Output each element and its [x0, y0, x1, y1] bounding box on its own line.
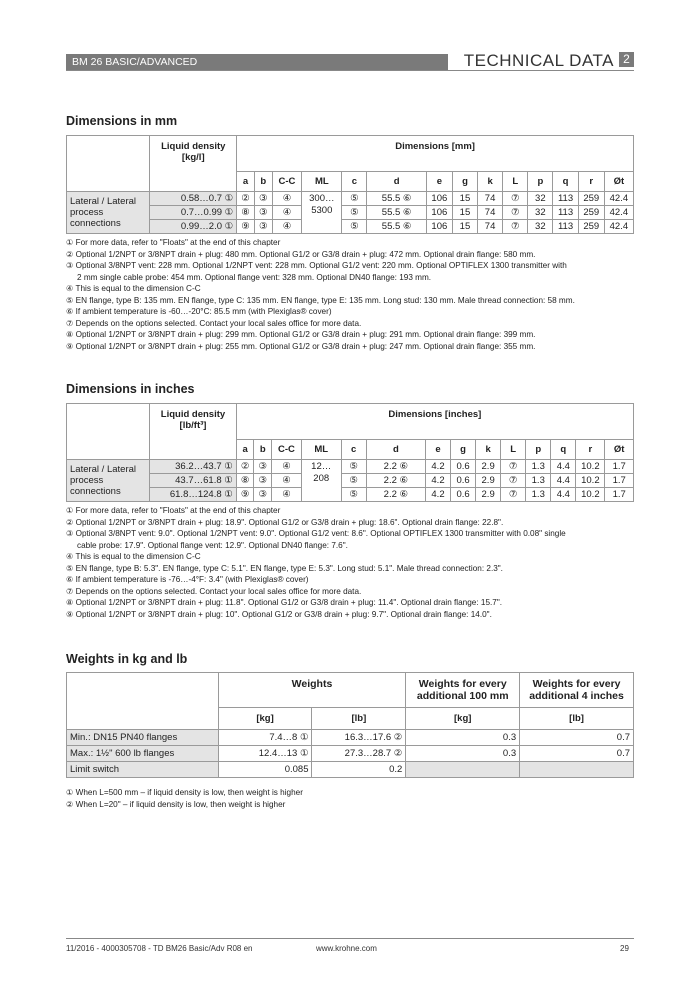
- dim-cell-a: ⑨: [237, 220, 255, 234]
- dim-cell-cc: ④: [272, 474, 302, 488]
- dim-cell-p: 32: [528, 220, 553, 234]
- dim-cell-b: ③: [254, 488, 272, 502]
- footnote: ③ Optional 3/8NPT vent: 228 mm. Optional 1/2NPT vent: 228 mm. Optional G1/2 vent: 220 mm. Optional OPTIFLEX 1300 transmitter with: [66, 261, 567, 270]
- footnote: ⑧ Optional 1/2NPT or 3/8NPT drain + plug: 299 mm. Optional G1/2 or G3/8 drain + plug: 291 mm. Optional drain flange: 399 mm.: [66, 330, 536, 339]
- dim-cell-d: 55.5 ⑥: [367, 220, 426, 234]
- table-row: [67, 206, 634, 220]
- header-rule: [66, 70, 634, 71]
- column-header: p: [526, 440, 551, 460]
- column-header: q: [553, 172, 578, 192]
- dim-cell-g: 15: [452, 220, 477, 234]
- dim-cell-L: ⑦: [503, 192, 528, 206]
- inch-notes: [66, 505, 636, 620]
- dim-cell-r: 10.2: [576, 474, 605, 488]
- column-header: k: [478, 172, 503, 192]
- dim-cell-t: 42.4: [604, 206, 633, 220]
- column-header: C-C: [272, 440, 302, 460]
- column-header: q: [551, 440, 576, 460]
- row-label: Lateral / Lateral process connections: [67, 460, 150, 502]
- footnote: ⑤ EN flange, type B: 135 mm. EN flange, type C: 135 mm. EN flange, type E: 135 mm. Long stud: 130 mm. Male thread connection: 58 mm.: [66, 295, 575, 305]
- dim-cell-e: 106: [426, 220, 452, 234]
- density-header: Liquid density [lb/ft³]: [150, 404, 237, 460]
- footnote: ⑤ EN flange, type B: 5.3". EN flange, type C: 5.1". EN flange, type E: 5.3". Long stud: 5.1". Male thread connection: 2.3".: [66, 563, 503, 573]
- dim-cell-g: 15: [452, 206, 477, 220]
- footnote: ⑨ Optional 1/2NPT or 3/8NPT drain + plug: 10". Optional G1/2 or G3/8 drain + plug: 9.7". Optional drain flange: 14.0".: [66, 609, 492, 619]
- column-header: C-C: [272, 172, 302, 192]
- dim-cell-e: 106: [426, 206, 452, 220]
- dim-cell-d: 2.2 ⑥: [366, 460, 425, 474]
- footer-rule: [66, 938, 634, 939]
- table-row: [67, 762, 634, 778]
- empty-corner: [67, 136, 150, 192]
- weight-kg-100mm-cell: [406, 762, 520, 778]
- column-header: c: [342, 172, 367, 192]
- footnote: ② Optional 1/2NPT or 3/8NPT drain + plug: 18.9". Optional G1/2 or G3/8 drain + plug: 18.6". Optional drain flange: 22.8".: [66, 517, 504, 527]
- weights-table: [66, 672, 634, 778]
- dim-cell-cc: ④: [272, 488, 302, 502]
- per-100mm-header: Weights for every additional 100 mm: [406, 673, 520, 708]
- dim-cell-cc: ④: [272, 206, 302, 220]
- dim-cell-a: ②: [237, 192, 255, 206]
- column-header: e: [425, 440, 450, 460]
- table-row: [67, 746, 634, 762]
- weight-lb-cell: 27.3…28.7 ②: [312, 746, 406, 762]
- inch-section-title: Dimensions in inches: [66, 382, 195, 396]
- dim-cell-a: ②: [236, 460, 254, 474]
- table-row: [67, 192, 634, 206]
- footnote: ⑥ If ambient temperature is -76…-4°F: 3.4" (with Plexiglas® cover): [66, 575, 309, 584]
- dim-cell-g: 15: [452, 192, 477, 206]
- footnote: ④ This is equal to the dimension C-C: [66, 552, 201, 561]
- column-header: c: [341, 440, 366, 460]
- dim-cell-a: ⑨: [236, 488, 254, 502]
- unit-kg: [kg]: [218, 708, 312, 730]
- column-header: d: [367, 172, 426, 192]
- table-row: [67, 730, 634, 746]
- dim-cell-c: ⑤: [341, 488, 366, 502]
- density-cell: 36.2…43.7 ①: [150, 460, 237, 474]
- density-cell: 61.8…124.8 ①: [150, 488, 237, 502]
- footnote: cable probe: 17.9". Optional flange vent: 12.9". Optional DN40 flange: 7.6".: [77, 540, 348, 550]
- table-row: [67, 460, 634, 474]
- dim-cell-k: 2.9: [476, 488, 501, 502]
- dim-cell-k: 74: [478, 192, 503, 206]
- ml-cell: 300… 5300: [302, 192, 342, 234]
- dim-cell-p: 32: [528, 206, 553, 220]
- column-header: d: [366, 440, 425, 460]
- ml-cell: 12… 208: [301, 460, 341, 502]
- footnote: ② When L=20" – if liquid density is low, then weight is higher: [66, 799, 286, 809]
- unit-lb: [lb]: [520, 708, 634, 730]
- column-header: e: [426, 172, 452, 192]
- table-row: [67, 474, 634, 488]
- weight-kg-100mm-cell: 0.3: [406, 746, 520, 762]
- dim-cell-k: 74: [478, 220, 503, 234]
- dim-cell-p: 1.3: [526, 474, 551, 488]
- dim-cell-d: 2.2 ⑥: [366, 488, 425, 502]
- weight-kg-cell: 7.4…8 ①: [218, 730, 312, 746]
- dim-cell-g: 0.6: [451, 474, 476, 488]
- weight-kg-cell: 0.085: [218, 762, 312, 778]
- dim-cell-cc: ④: [272, 192, 302, 206]
- dim-cell-r: 259: [578, 192, 604, 206]
- dim-cell-q: 4.4: [551, 460, 576, 474]
- section-title: TECHNICAL DATA: [463, 51, 614, 70]
- weight-lb-4in-cell: 0.7: [520, 746, 634, 762]
- dim-cell-b: ③: [254, 474, 272, 488]
- column-header: g: [452, 172, 477, 192]
- dim-cell-r: 259: [578, 220, 604, 234]
- dim-cell-b: ③: [254, 460, 272, 474]
- unit-kg: [kg]: [406, 708, 520, 730]
- inch-dimensions-table: [66, 403, 634, 502]
- column-header: L: [501, 440, 526, 460]
- dim-cell-L: ⑦: [501, 488, 526, 502]
- dim-cell-c: ⑤: [341, 474, 366, 488]
- weight-kg-100mm-cell: 0.3: [406, 730, 520, 746]
- weight-lb-4in-cell: [520, 762, 634, 778]
- weights-section-title: Weights in kg and lb: [66, 652, 188, 666]
- column-header: k: [476, 440, 501, 460]
- dim-cell-q: 113: [553, 220, 578, 234]
- dim-cell-k: 2.9: [476, 474, 501, 488]
- footnote: ⑨ Optional 1/2NPT or 3/8NPT drain + plug: 255 mm. Optional G1/2 or G3/8 drain + plug: 247 mm. Optional drain flange: 355 mm.: [66, 341, 536, 351]
- weight-row-label: Limit switch: [67, 762, 219, 778]
- dim-cell-b: ③: [254, 206, 272, 220]
- density-header: Liquid density [kg/l]: [150, 136, 237, 192]
- dim-cell-t: 1.7: [605, 488, 634, 502]
- dim-cell-q: 113: [553, 192, 578, 206]
- footnote: ② Optional 1/2NPT or 3/8NPT drain + plug: 480 mm. Optional G1/2 or G3/8 drain + plug: 472 mm. Optional drain flange: 580 mm.: [66, 249, 536, 259]
- dim-cell-d: 55.5 ⑥: [367, 206, 426, 220]
- footnote: ④ This is equal to the dimension C-C: [66, 284, 201, 293]
- dim-cell-d: 2.2 ⑥: [366, 474, 425, 488]
- dim-cell-q: 4.4: [551, 474, 576, 488]
- column-header: L: [503, 172, 528, 192]
- dim-cell-d: 55.5 ⑥: [367, 192, 426, 206]
- dim-cell-t: 1.7: [605, 474, 634, 488]
- footnote: ① For more data, refer to "Floats" at the end of this chapter: [66, 238, 281, 247]
- dim-cell-e: 4.2: [425, 488, 450, 502]
- dim-cell-k: 2.9: [476, 460, 501, 474]
- chapter-badge: 2: [619, 52, 634, 67]
- footnote: ⑦ Depends on the options selected. Contact your local sales office for more data.: [66, 586, 362, 596]
- dim-cell-g: 0.6: [451, 488, 476, 502]
- page-header: [66, 51, 634, 69]
- dim-cell-r: 10.2: [576, 488, 605, 502]
- dim-cell-e: 4.2: [425, 460, 450, 474]
- mm-section-title: Dimensions in mm: [66, 114, 178, 128]
- empty-corner: [67, 404, 150, 460]
- weights-notes: [66, 787, 636, 810]
- footnote: ① When L=500 mm – if liquid density is low, then weight is higher: [66, 788, 303, 797]
- dimensions-header: Dimensions [mm]: [237, 136, 634, 172]
- table-row: [67, 220, 634, 234]
- dim-cell-t: 1.7: [605, 460, 634, 474]
- weight-lb-cell: 0.2: [312, 762, 406, 778]
- dim-cell-c: ⑤: [342, 192, 367, 206]
- column-header: b: [254, 440, 272, 460]
- dim-cell-e: 4.2: [425, 474, 450, 488]
- column-header: r: [578, 172, 604, 192]
- dim-cell-c: ⑤: [341, 460, 366, 474]
- dimensions-header: Dimensions [inches]: [236, 404, 633, 440]
- footnote: ⑧ Optional 1/2NPT or 3/8NPT drain + plug: 11.8". Optional G1/2 or G3/8 drain + plug: 11.4". Optional drain flange: 15.7".: [66, 598, 503, 607]
- column-header: Øt: [605, 440, 634, 460]
- dim-cell-a: ⑧: [236, 474, 254, 488]
- table-row: [67, 488, 634, 502]
- column-header: ML: [301, 440, 341, 460]
- weight-row-label: Max.: 1½" 600 lb flanges: [67, 746, 219, 762]
- density-cell: 43.7…61.8 ①: [150, 474, 237, 488]
- column-header: r: [576, 440, 605, 460]
- mm-dimensions-table: [66, 135, 634, 234]
- footnote: ③ Optional 3/8NPT vent: 9.0". Optional 1/2NPT vent: 9.0". Optional G1/2 vent: 8.6". Optional OPTIFLEX 1300 transmitter with 0.08" single: [66, 529, 566, 538]
- product-name: BM 26 BASIC/ADVANCED: [66, 54, 448, 70]
- dim-cell-r: 10.2: [576, 460, 605, 474]
- dim-cell-a: ⑧: [237, 206, 255, 220]
- row-label: Lateral / Lateral process connections: [67, 192, 150, 234]
- dim-cell-p: 32: [528, 192, 553, 206]
- column-header: p: [528, 172, 553, 192]
- dim-cell-q: 4.4: [551, 488, 576, 502]
- weight-lb-4in-cell: 0.7: [520, 730, 634, 746]
- dim-cell-p: 1.3: [526, 488, 551, 502]
- footnote: ① For more data, refer to "Floats" at the end of this chapter: [66, 506, 281, 515]
- empty-corner: [67, 673, 219, 730]
- column-header: Øt: [604, 172, 633, 192]
- dim-cell-e: 106: [426, 192, 452, 206]
- density-cell: 0.58…0.7 ①: [150, 192, 237, 206]
- unit-lb: [lb]: [312, 708, 406, 730]
- footnote: ⑥ If ambient temperature is -60…-20°C: 85.5 mm (with Plexiglas® cover): [66, 307, 332, 316]
- footer-doc-id: 11/2016 - 4000305708 - TD BM26 Basic/Adv R08 en: [66, 944, 253, 953]
- dim-cell-c: ⑤: [342, 206, 367, 220]
- dim-cell-p: 1.3: [526, 460, 551, 474]
- dim-cell-L: ⑦: [503, 206, 528, 220]
- footnote: 2 mm single cable probe: 454 mm. Optional flange vent: 328 mm. Optional DN40 flange: 193 mm.: [77, 272, 432, 282]
- dim-cell-L: ⑦: [501, 460, 526, 474]
- dim-cell-t: 42.4: [604, 220, 633, 234]
- column-header: g: [451, 440, 476, 460]
- weight-row-label: Min.: DN15 PN40 flanges: [67, 730, 219, 746]
- weight-kg-cell: 12.4…13 ①: [218, 746, 312, 762]
- mm-notes: [66, 237, 636, 352]
- dim-cell-k: 74: [478, 206, 503, 220]
- dim-cell-g: 0.6: [451, 460, 476, 474]
- column-header: a: [237, 172, 255, 192]
- footnote: ⑦ Depends on the options selected. Contact your local sales office for more data.: [66, 318, 362, 328]
- dim-cell-cc: ④: [272, 460, 302, 474]
- weight-lb-cell: 16.3…17.6 ②: [312, 730, 406, 746]
- column-header: a: [236, 440, 254, 460]
- dim-cell-cc: ④: [272, 220, 302, 234]
- density-cell: 0.7…0.99 ①: [150, 206, 237, 220]
- footer-page-number: 29: [620, 944, 629, 953]
- density-cell: 0.99…2.0 ①: [150, 220, 237, 234]
- column-header: b: [254, 172, 272, 192]
- dim-cell-L: ⑦: [503, 220, 528, 234]
- footer-url: www.krohne.com: [316, 944, 377, 953]
- dim-cell-b: ③: [254, 192, 272, 206]
- dim-cell-q: 113: [553, 206, 578, 220]
- dim-cell-L: ⑦: [501, 474, 526, 488]
- weights-header: Weights: [218, 673, 406, 708]
- dim-cell-r: 259: [578, 206, 604, 220]
- dim-cell-c: ⑤: [342, 220, 367, 234]
- column-header: ML: [302, 172, 342, 192]
- per-4in-header: Weights for every additional 4 inches: [520, 673, 634, 708]
- dim-cell-b: ③: [254, 220, 272, 234]
- dim-cell-t: 42.4: [604, 192, 633, 206]
